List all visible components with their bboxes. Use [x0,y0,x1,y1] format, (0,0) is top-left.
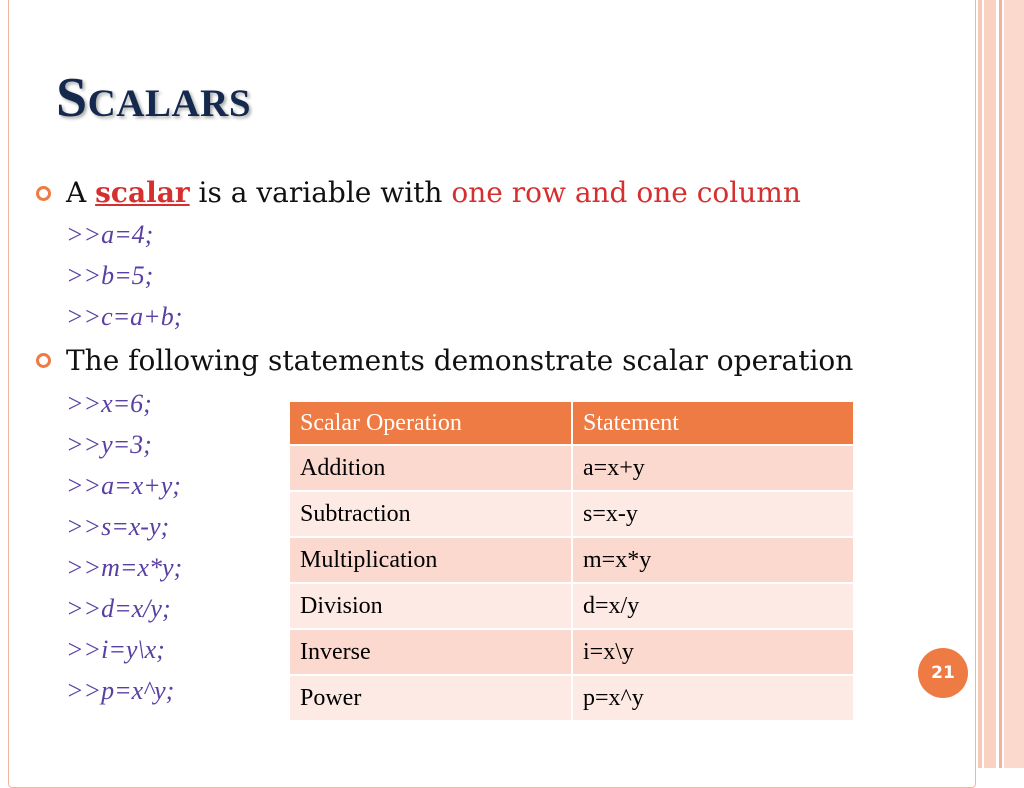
code-line: >>m=x*y; [66,553,183,582]
table-cell: s=x-y [572,491,853,537]
term-scalar: scalar [95,176,190,209]
table-cell: a=x+y [572,445,853,491]
code-line: >>a=4; [66,220,154,249]
table-cell: Power [290,675,572,721]
code-line: >>s=x-y; [66,512,170,541]
code-line: >>y=3; [66,430,152,459]
highlight-definition: one row and one column [451,176,801,209]
code-line: >>c=a+b; [66,302,183,331]
table-header-row [290,402,853,445]
table-cell: p=x^y [572,675,853,721]
table-row [290,583,853,629]
code-line: >>d=x/y; [66,594,171,623]
table-cell: Inverse [290,629,572,675]
bullet-2 [36,343,956,379]
code-line: >>b=5; [66,261,154,290]
table-header-cell: Scalar Operation [290,402,572,445]
bullet-1-text-a: A [66,176,96,209]
table-cell: Division [290,583,572,629]
table-row [290,537,853,583]
bullet-2-text: The following statements demonstrate scalar operation [66,344,854,377]
decorative-stripes [978,0,1024,768]
table-cell: i=x\y [572,629,853,675]
table-cell: m=x*y [572,537,853,583]
table-row [290,491,853,537]
scalar-operations-table [290,402,853,722]
table-cell: Multiplication [290,537,572,583]
table-row [290,445,853,491]
page-number-badge: 21 [918,648,968,698]
table-cell: Subtraction [290,491,572,537]
bullet-1-text-b: is a variable with [189,176,452,209]
bullet-ring-icon [36,353,51,368]
bullet-ring-icon [36,186,51,201]
table-row [290,675,853,721]
bullet-1 [36,176,956,210]
table-row [290,629,853,675]
code-line: >>i=y\x; [66,635,165,664]
table-cell: d=x/y [572,583,853,629]
code-line: >>x=6; [66,389,152,418]
table-header-cell: Statement [572,402,853,445]
code-line: >>a=x+y; [66,471,181,500]
slide-title: Scalars [56,67,252,129]
code-line: >>p=x^y; [66,676,175,705]
table-cell: Addition [290,445,572,491]
